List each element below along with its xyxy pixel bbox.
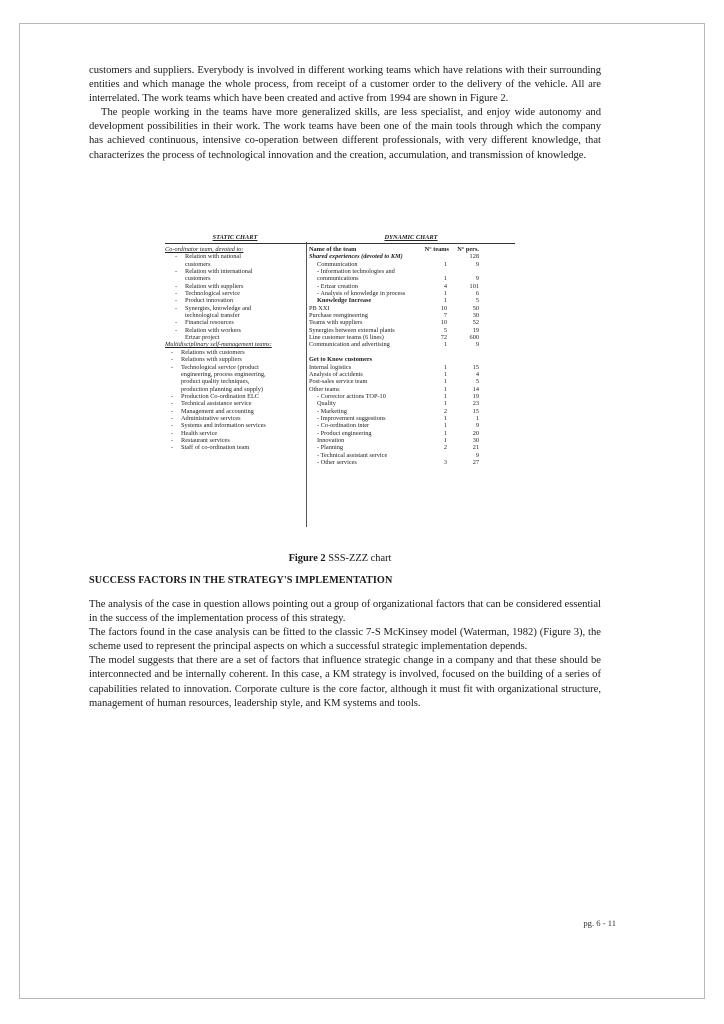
dynamic-table-row xyxy=(309,261,515,268)
static-group-heading: Co-ordinator team, devoted to: xyxy=(165,246,244,253)
static-list-item: engineering, process engineering, xyxy=(181,370,266,378)
static-list-item: customers xyxy=(185,275,211,283)
num-persons-cell: 20 xyxy=(472,429,479,437)
header-team-name: Name of the team xyxy=(309,246,357,253)
dynamic-table-header xyxy=(309,246,515,253)
dynamic-table-row xyxy=(309,444,515,451)
dynamic-table-row xyxy=(309,371,515,378)
team-name-cell: Innovation xyxy=(317,436,345,444)
team-name-cell: - Product engineering xyxy=(317,429,372,437)
static-list-item: - Restaurant services xyxy=(165,437,305,444)
num-persons-cell: 9 xyxy=(475,260,479,268)
num-persons-cell: 27 xyxy=(472,458,479,466)
num-teams-cell: 1 xyxy=(443,429,447,437)
dynamic-table-row xyxy=(309,327,515,334)
team-name-cell: Teams with suppliers xyxy=(309,319,363,327)
static-list-item: technological transfer xyxy=(185,312,240,320)
team-name-cell: Analysis of accidents xyxy=(309,370,363,378)
static-list-item: - Relations with suppliers xyxy=(165,356,305,363)
header-num-teams: N° teams xyxy=(424,246,449,253)
static-list-item: - Technical assistance service xyxy=(165,400,305,407)
static-list-item: production planning and supply) xyxy=(181,385,264,393)
num-teams-cell: 2 xyxy=(443,444,447,452)
num-teams-cell: 5 xyxy=(443,326,447,334)
num-persons-cell: 9 xyxy=(475,451,479,459)
num-teams-cell: 1 xyxy=(443,414,447,422)
num-teams-cell: 7 xyxy=(443,312,447,320)
team-name-cell: Communication and advertising xyxy=(309,341,390,349)
num-teams-cell: 10 xyxy=(440,319,447,327)
figure-column-divider xyxy=(306,242,307,527)
dynamic-table-row xyxy=(309,378,515,385)
num-teams-cell: 4 xyxy=(443,282,447,290)
static-chart-list xyxy=(165,246,305,452)
intro-paragraph-2: The people working in the teams have more generalized skills, are less specialist, and enjoy wide autonomy and development possibilities in their work. The work teams have been one of the main tools through which the company has achieved continuous, intensive co-operation between different professionals, with very different knowledge, that characterizes the process of technological innovation and the creation, accumulation, and transmission of knowledge. xyxy=(89,107,601,161)
team-name-cell: - Technical assistant service xyxy=(317,451,388,459)
team-name-cell: Internal logistics xyxy=(309,363,352,371)
section-paragraph-1: The analysis of the case in question allows pointing out a group of organizational factors that can be considered essential in the success of the implementation process of this strategy. xyxy=(89,599,601,625)
dynamic-table-row xyxy=(309,422,515,429)
dynamic-table-row xyxy=(309,319,515,326)
team-name-cell: Quality xyxy=(317,400,336,408)
dynamic-table-row xyxy=(309,452,515,459)
static-list-item: - Financial resources xyxy=(165,319,305,326)
dynamic-table-row xyxy=(309,386,515,393)
dynamic-table-row xyxy=(309,297,515,304)
num-persons-cell: 21 xyxy=(472,444,479,452)
num-teams-cell: 1 xyxy=(443,290,447,298)
num-persons-cell: 14 xyxy=(472,385,479,393)
num-teams-cell: 1 xyxy=(443,400,447,408)
team-name-cell: Other teams xyxy=(309,385,340,393)
team-name-cell: - Co-ordination inter xyxy=(317,422,370,430)
team-name-cell: - Marketing xyxy=(317,407,347,415)
num-persons-cell: 15 xyxy=(472,363,479,371)
num-teams-cell: 72 xyxy=(440,334,447,342)
num-persons-cell: 4 xyxy=(475,370,479,378)
intro-paragraph-1: customers and suppliers. Everybody is involved in different working teams which have relations with their surrounding entities and which manage the whole process, from receipt of a customer order to the delivery of the vehicle. All are interrelated. The work teams which have been created and active from 1994 are shown in Figure 2. xyxy=(89,65,601,105)
dynamic-table-row xyxy=(309,356,515,363)
num-teams-cell: 1 xyxy=(443,275,447,283)
static-list-item: - Staff of co-ordination team xyxy=(165,444,305,451)
team-name-cell: Get to Know customers xyxy=(309,356,373,364)
num-persons-cell: 30 xyxy=(472,436,479,444)
page-number: pg. 6 - 11 xyxy=(583,918,616,928)
dynamic-table-row xyxy=(309,349,515,356)
team-name-cell: Shared experiences (devoted to KM) xyxy=(309,253,403,261)
num-persons-cell: 9 xyxy=(475,275,479,283)
team-name-cell: PB XXI xyxy=(309,304,330,312)
num-teams-cell: 1 xyxy=(443,422,447,430)
figure-caption-label: Figure 2 xyxy=(288,553,326,564)
static-list-item: - Relation with workers xyxy=(165,327,305,334)
team-name-cell: Line customer teams (6 lines) xyxy=(309,334,384,342)
static-list-item: - Management and accounting xyxy=(165,408,305,415)
num-persons-cell: 23 xyxy=(472,400,479,408)
team-name-cell: - Information technologies and xyxy=(317,268,395,276)
team-name-cell: communications xyxy=(317,275,359,283)
num-persons-cell: 9 xyxy=(475,422,479,430)
num-persons-cell: 9 xyxy=(475,341,479,349)
static-list-item: - Systems and information services xyxy=(165,422,305,429)
section-paragraph-2: The factors found in the case analysis can be fitted to the classic 7-S McKinsey model (Waterman, 1982) (Figure 3), the scheme used to represent the principal aspects on which a successful strategic implementation depends. xyxy=(89,627,601,653)
static-list-item: - Synergies, knowledge and xyxy=(165,305,305,312)
static-list-item: - Relation with international xyxy=(165,268,305,275)
dynamic-chart-title: DYNAMIC CHART xyxy=(384,234,438,241)
team-name-cell: - Analysis of knowledge in process xyxy=(317,290,406,298)
num-persons-cell: 6 xyxy=(475,290,479,298)
num-teams-cell: 1 xyxy=(443,392,447,400)
section-text-block xyxy=(89,598,601,711)
num-persons-cell: 19 xyxy=(472,392,479,400)
dynamic-table-row xyxy=(309,334,515,341)
num-teams-cell: 2 xyxy=(443,407,447,415)
dynamic-table-row xyxy=(309,430,515,437)
static-list-item: product quality techniques, xyxy=(181,378,250,386)
team-name-cell: - Improvement suggestions xyxy=(317,414,386,422)
num-persons-cell: 5 xyxy=(475,378,479,386)
team-name-cell: Knowledge Increase xyxy=(317,297,372,305)
figure-caption-text: SSS-ZZZ chart xyxy=(328,553,392,564)
intro-text-block xyxy=(89,64,601,163)
team-name-cell: Synergies between external plants xyxy=(309,326,395,334)
dynamic-table-row xyxy=(309,312,515,319)
static-list-item: - Technological service xyxy=(165,290,305,297)
dynamic-table-row xyxy=(309,364,515,371)
dynamic-table-row xyxy=(309,341,515,348)
num-teams-cell: 1 xyxy=(443,260,447,268)
dynamic-table-row xyxy=(309,290,515,297)
num-teams-cell: 1 xyxy=(443,370,447,378)
num-persons-cell: 19 xyxy=(472,326,479,334)
dynamic-table-row xyxy=(309,408,515,415)
team-name-cell: Communication xyxy=(317,260,358,268)
dynamic-chart-table xyxy=(309,246,515,466)
num-teams-cell: 1 xyxy=(443,378,447,386)
num-persons-cell: 101 xyxy=(469,282,479,290)
team-name-cell: - Corrector actions TOP-10 xyxy=(317,392,386,400)
static-list-item: Ertzar project xyxy=(185,334,220,342)
static-list-item: - Production Co-ordination ELC xyxy=(165,393,305,400)
static-chart-title: STATIC CHART xyxy=(212,234,258,241)
static-group-heading: Multidisciplinary self-management teams: xyxy=(165,341,272,349)
num-teams-cell: 10 xyxy=(440,304,447,312)
figure-caption xyxy=(165,553,515,564)
static-list-item: - Technological service (product xyxy=(165,364,305,371)
team-name-cell: Purchase reengineering xyxy=(309,312,368,320)
header-num-persons: N° pers. xyxy=(457,246,479,253)
team-name-cell: - Planning xyxy=(317,444,344,452)
figure-header-rule xyxy=(165,243,515,244)
num-persons-cell: 50 xyxy=(472,304,479,312)
team-name-cell: - Other services xyxy=(317,458,357,466)
static-list-item: - Relation with suppliers xyxy=(165,283,305,290)
num-persons-cell: 600 xyxy=(469,334,479,342)
static-list-item: - Relations with customers xyxy=(165,349,305,356)
num-teams-cell: 1 xyxy=(443,297,447,305)
num-teams-cell: 1 xyxy=(443,436,447,444)
section-paragraph-3: The model suggests that there are a set of factors that influence strategic change in a company and that these should be interconnected and be internally coherent. In this case, a KM strategy is involved, focused on the building of a series of capabilities related to innovation. Corporate culture is the core factor, although it must fit with organizational structure, management of human resources, leadership style, and KM systems and tools. xyxy=(89,655,601,709)
dynamic-table-row xyxy=(309,253,515,260)
num-persons-cell: 128 xyxy=(469,253,479,261)
figure-2-chart xyxy=(165,234,515,527)
dynamic-table-row xyxy=(309,400,515,407)
num-teams-cell: 1 xyxy=(443,363,447,371)
dynamic-table-row xyxy=(309,283,515,290)
static-list-item: - Relation with national xyxy=(165,253,305,260)
num-persons-cell: 52 xyxy=(472,319,479,327)
dynamic-table-row xyxy=(309,459,515,466)
static-list-item: - Product innovation xyxy=(165,297,305,304)
num-teams-cell: 1 xyxy=(443,341,447,349)
team-name-cell: Post-sales service team xyxy=(309,378,368,386)
num-persons-cell: 1 xyxy=(475,414,479,422)
num-teams-cell: 1 xyxy=(443,385,447,393)
dynamic-table-row xyxy=(309,437,515,444)
static-list-item: - Administrative services xyxy=(165,415,305,422)
dynamic-table-row xyxy=(309,415,515,422)
dynamic-table-row xyxy=(309,275,515,282)
num-persons-cell: 15 xyxy=(472,407,479,415)
static-list-item: customers xyxy=(185,260,211,268)
dynamic-table-row xyxy=(309,305,515,312)
num-persons-cell: 5 xyxy=(475,297,479,305)
static-list-item: - Health service xyxy=(165,430,305,437)
team-name-cell: - Ertzar creation xyxy=(317,282,358,290)
dynamic-table-row xyxy=(309,268,515,275)
num-persons-cell: 30 xyxy=(472,312,479,320)
num-teams-cell: 3 xyxy=(443,458,447,466)
section-heading: SUCCESS FACTORS IN THE STRATEGY'S IMPLEMENTATION xyxy=(89,575,393,586)
dynamic-table-row xyxy=(309,393,515,400)
